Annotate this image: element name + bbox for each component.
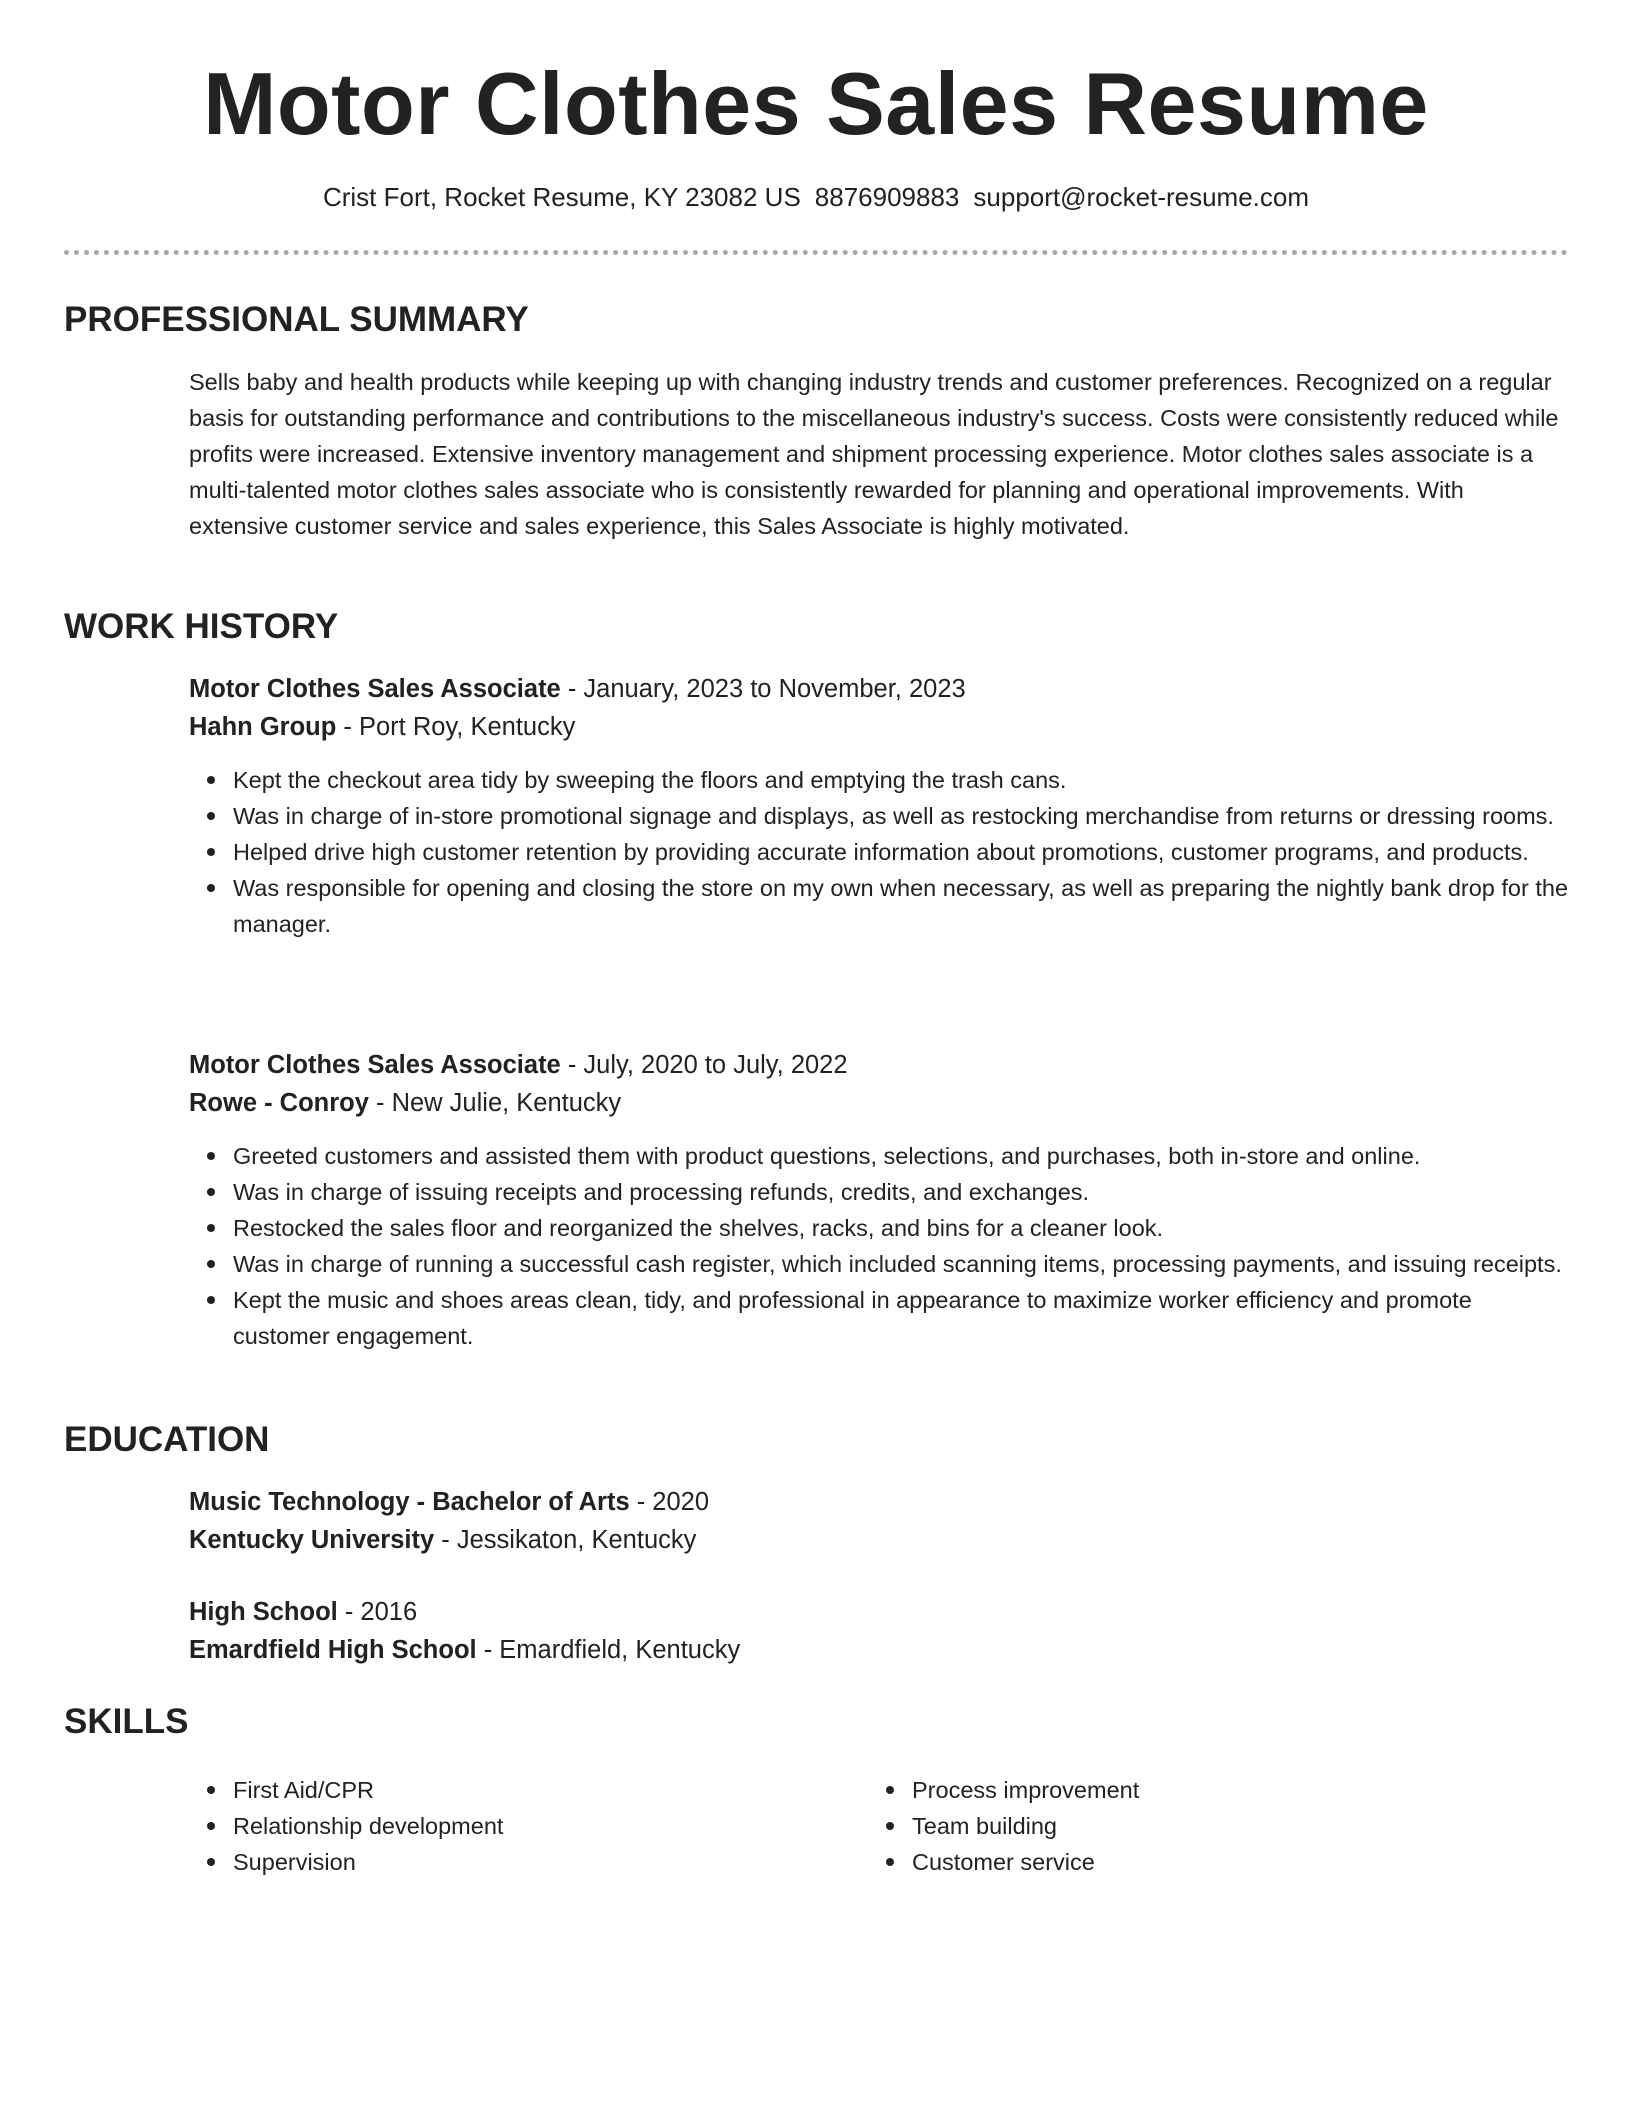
job-entry <box>189 1046 1569 1122</box>
job-dates: - January, 2023 to November, 2023 <box>560 675 966 703</box>
skill-item: Supervision <box>233 1844 789 1880</box>
work-history-heading: WORK HISTORY <box>64 607 339 646</box>
job-company-line <box>189 1084 1569 1122</box>
job-location: - New Julie, Kentucky <box>368 1089 622 1117</box>
education-school-line <box>189 1521 1569 1559</box>
skills-list-right <box>868 1772 1468 1880</box>
skill-item: Team building <box>912 1808 1468 1844</box>
skills-list-left <box>189 1772 789 1880</box>
skills-heading: SKILLS <box>64 1702 189 1741</box>
job-title-line <box>189 1046 1569 1084</box>
skill-item: Process improvement <box>912 1772 1468 1808</box>
education-location: - Jessikaton, Kentucky <box>434 1526 697 1554</box>
resume-title: Motor Clothes Sales Resume <box>203 54 1429 153</box>
contact-address: Crist Fort, Rocket Resume, KY 23082 US <box>322 182 801 212</box>
contact-line <box>0 180 1632 214</box>
job-location: - Port Roy, Kentucky <box>336 713 576 741</box>
contact-phone: 8876909883 <box>814 182 960 212</box>
skill-item: Relationship development <box>233 1808 789 1844</box>
job-title: Motor Clothes Sales Associate <box>189 675 561 703</box>
job-bullet: Was responsible for opening and closing the store on my own when necessary, as well as preparing the nightly bank drop for the manager. <box>233 870 1569 942</box>
job-company: Rowe - Conroy <box>189 1089 369 1117</box>
job-company-line <box>189 708 1569 746</box>
education-degree-line <box>189 1483 1569 1521</box>
job-bullet: Was in charge of issuing receipts and processing refunds, credits, and exchanges. <box>233 1174 1569 1210</box>
education-degree-line <box>189 1593 1569 1631</box>
job-company: Hahn Group <box>189 713 337 741</box>
education-year: - 2020 <box>629 1488 710 1516</box>
job-bullet: Was in charge of running a successful cash register, which included scanning items, processing payments, and issuing receipts. <box>233 1246 1569 1282</box>
summary-text: Sells baby and health products while keeping up with changing industry trends and customer preferences. Recognized on a regular basis for outstanding performance and contributions to the miscellaneous industry's success. Costs were consistently reduced while profits were increased. Extensive inventory management and shipment processing experience. Motor clothes sales associate is a multi-talented motor clothes sales associate who is consistently rewarded for planning and operational improvements. With extensive customer service and sales experience, this Sales Associate is highly motivated. <box>189 369 1559 539</box>
education-heading: EDUCATION <box>64 1420 270 1459</box>
job-dates: - July, 2020 to July, 2022 <box>560 1051 848 1079</box>
job-entry <box>189 670 1569 746</box>
job-bullet: Greeted customers and assisted them with product questions, selections, and purchases, both in-store and online. <box>233 1138 1569 1174</box>
education-degree: Music Technology - Bachelor of Arts <box>189 1488 630 1516</box>
job-bullet: Kept the music and shoes areas clean, tidy, and professional in appearance to maximize worker efficiency and promote customer engagement. <box>233 1282 1569 1354</box>
job-bullet: Helped drive high customer retention by providing accurate information about promotions, customer programs, and products. <box>233 834 1569 870</box>
job-title-line <box>189 670 1569 708</box>
education-year: - 2016 <box>337 1598 418 1626</box>
summary-heading: PROFESSIONAL SUMMARY <box>64 300 529 339</box>
education-entry <box>189 1593 1569 1669</box>
job-title: Motor Clothes Sales Associate <box>189 1051 561 1079</box>
job-bullet: Restocked the sales floor and reorganized the shelves, racks, and bins for a cleaner look. <box>233 1210 1569 1246</box>
contact-email[interactable]: support@rocket-resume.com <box>973 182 1310 212</box>
header-divider <box>64 250 1568 255</box>
job-bullet: Was in charge of in-store promotional signage and displays, as well as restocking merchandise from returns or dressing rooms. <box>233 798 1569 834</box>
education-location: - Emardfield, Kentucky <box>476 1636 741 1664</box>
skill-item: First Aid/CPR <box>233 1772 789 1808</box>
job-bullets <box>189 1138 1569 1354</box>
education-school: Kentucky University <box>189 1526 435 1554</box>
education-degree: High School <box>189 1598 338 1626</box>
education-entry <box>189 1483 1569 1559</box>
job-bullets <box>189 762 1569 942</box>
job-bullet: Kept the checkout area tidy by sweeping the floors and emptying the trash cans. <box>233 762 1569 798</box>
skill-item: Customer service <box>912 1844 1468 1880</box>
education-school: Emardfield High School <box>189 1636 477 1664</box>
education-school-line <box>189 1631 1569 1669</box>
